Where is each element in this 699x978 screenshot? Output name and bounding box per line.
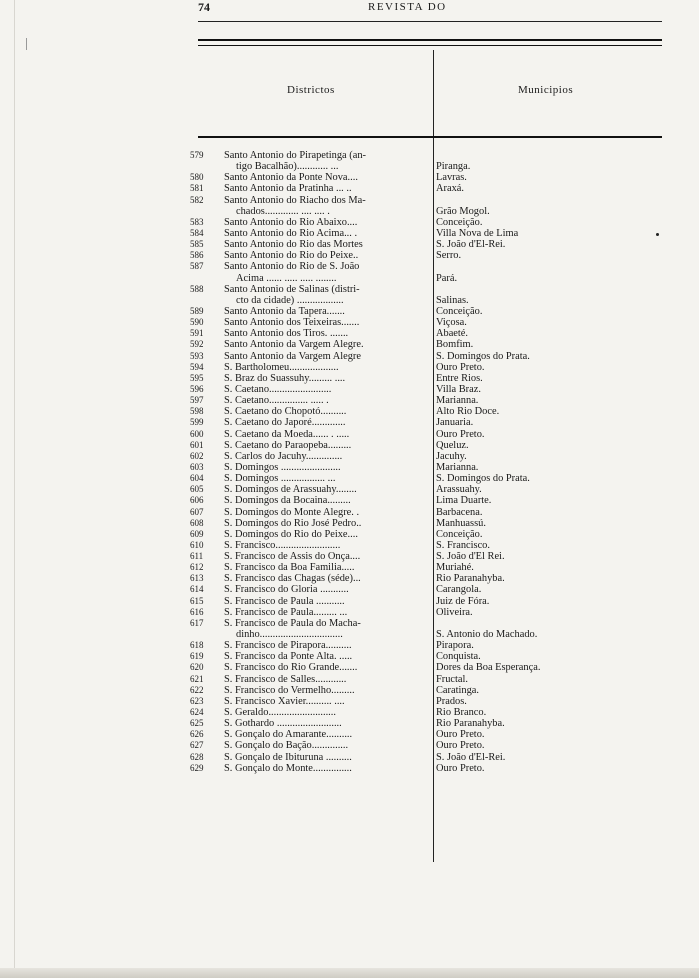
municipio-name: Villa Braz.: [436, 383, 481, 395]
district-name: dinho................................: [236, 629, 343, 641]
table-row: [188, 618, 668, 629]
row-number: 619: [190, 651, 204, 662]
table-row: [188, 507, 668, 518]
municipio-name: S. João d'El Rei.: [436, 551, 505, 563]
district-name: S. Francisco.........................: [224, 539, 341, 551]
municipio-name: Alto Rio Doce.: [436, 406, 500, 418]
municipio-name: Dores da Boa Esperança.: [436, 662, 541, 674]
municipio-name: Januaria.: [436, 417, 474, 429]
row-number: 602: [190, 450, 204, 461]
table-row: [188, 384, 668, 395]
municipio-name: Arassuahy.: [436, 484, 482, 496]
row-number: 615: [190, 595, 204, 606]
table-row: [188, 752, 668, 763]
district-name: S. Gonçalo do Amarante..........: [224, 729, 353, 741]
municipio-name: Conceição.: [436, 528, 483, 540]
district-name: S. Domingos da Bocaina.........: [224, 495, 351, 507]
row-number: 605: [190, 484, 204, 495]
table-row: [188, 473, 668, 484]
row-number: 607: [190, 506, 204, 517]
municipio-name: Ouro Preto.: [436, 729, 485, 741]
header-rule: [198, 21, 662, 22]
municipio-name: Grão Mogol.: [436, 205, 490, 217]
table-row: [188, 228, 668, 239]
district-name: S. Francisco de Salles............: [224, 673, 347, 685]
row-number: 617: [190, 617, 204, 628]
row-number: 597: [190, 395, 204, 406]
table-row: [188, 395, 668, 406]
district-name: Santo Antonio da Pratinha ... ..: [224, 183, 352, 195]
municipio-name: Araxá.: [436, 183, 464, 195]
municipio-name: Entre Rios.: [436, 372, 483, 384]
table-row: [188, 529, 668, 540]
municipio-name: Conceição.: [436, 305, 483, 317]
district-name: Santo Antonio da Vargem Alegre: [224, 350, 361, 362]
row-number: 591: [190, 328, 204, 339]
page-edge: [14, 0, 15, 978]
table-row: [188, 206, 668, 217]
district-name: S. Bartholomeu...................: [224, 361, 339, 373]
municipio-name: Oliveira.: [436, 606, 473, 618]
row-number: 616: [190, 606, 204, 617]
table-row: [188, 328, 668, 339]
row-number: 628: [190, 751, 204, 762]
page-number: 74: [198, 0, 210, 14]
district-name: Santo Antonio do Riacho dos Ma-: [224, 194, 366, 206]
district-name: S. Caetano do Chopotó..........: [224, 406, 347, 418]
municipio-name: Rio Branco.: [436, 707, 487, 719]
district-name: Santo Antonio do Rio de S. João: [224, 261, 360, 273]
municipio-name: Lavras.: [436, 172, 467, 184]
district-name: chados............. .... .... .: [236, 205, 330, 217]
district-name: S. Francisco do Vermelho.........: [224, 684, 355, 696]
table-row: [188, 429, 668, 440]
municipio-name: Villa Nova de Lima: [436, 227, 519, 239]
row-number: 595: [190, 372, 204, 383]
district-name: S. Gonçalo de Ibituruna ..........: [224, 751, 352, 763]
table-row: [188, 518, 668, 529]
district-name: S. Geraldo..........................: [224, 707, 336, 719]
table-row: [188, 763, 668, 774]
district-name: S. Caetano da Moeda...... . .....: [224, 428, 350, 440]
row-number: 611: [190, 551, 204, 562]
district-name: Santo Antonio da Ponte Nova....: [224, 172, 358, 184]
district-name: S. Francisco Xavier.......... ....: [224, 695, 345, 707]
municipio-name: S. João d'El-Rei.: [436, 239, 506, 251]
row-number: 620: [190, 662, 204, 673]
district-name: Santo Antonio da Vargem Alegre.: [224, 339, 364, 351]
table-header-rule: [198, 136, 662, 138]
municipio-name: Barbacena.: [436, 506, 483, 518]
table-row: [188, 629, 668, 640]
table-row: [188, 718, 668, 729]
district-name: tigo Bacalhão)............ ...: [236, 161, 339, 173]
row-number: 584: [190, 227, 204, 238]
table-row: [188, 161, 668, 172]
table-row: [188, 573, 668, 584]
column-header-municipios: Municipios: [518, 84, 574, 96]
district-name: S. Francisco de Pirapora..........: [224, 640, 352, 652]
table-row: [188, 740, 668, 751]
municipio-name: Prados.: [436, 695, 467, 707]
row-number: 589: [190, 305, 204, 316]
municipio-name: S. João d'El-Rei.: [436, 751, 506, 763]
table-row: [188, 317, 668, 328]
row-number: 609: [190, 528, 204, 539]
row-number: 596: [190, 383, 204, 394]
table-row: [188, 640, 668, 651]
row-number: 618: [190, 640, 204, 651]
table-row: [188, 451, 668, 462]
municipio-name: Ouro Preto.: [436, 740, 485, 752]
margin-dot: [656, 233, 659, 236]
district-name: Santo Antonio da Tapera.......: [224, 305, 345, 317]
district-name: S. Domingos de Arassuahy........: [224, 484, 357, 496]
table-row: [188, 707, 668, 718]
municipio-name: Salinas.: [436, 294, 469, 306]
row-number: 583: [190, 216, 204, 227]
row-number: 593: [190, 350, 204, 361]
district-name: S. Francisco das Chagas (séde)...: [224, 573, 361, 585]
municipio-name: S. Domingos do Prata.: [436, 350, 530, 362]
margin-mark: [26, 38, 27, 50]
municipio-name: Conceição.: [436, 216, 483, 228]
table-row: [188, 651, 668, 662]
district-name: S. Domingos do Monte Alegre. .: [224, 506, 360, 518]
district-name: S. Carlos do Jacuhy..............: [224, 450, 343, 462]
table-row: [188, 306, 668, 317]
district-name: Acima ...... ..... ..... ........: [236, 272, 337, 284]
district-name: S. Francisco do Gloria ...........: [224, 584, 349, 596]
municipio-name: Piranga.: [436, 161, 471, 173]
district-name: Santo Antonio dos Teixeiras.......: [224, 317, 360, 329]
district-name: S. Domingos ................. ...: [224, 473, 336, 485]
row-number: 622: [190, 684, 204, 695]
row-number: 627: [190, 740, 204, 751]
row-number: 598: [190, 406, 204, 417]
municipio-name: Pará.: [436, 272, 458, 284]
table-row: [188, 729, 668, 740]
district-name: S. Domingos .......................: [224, 461, 341, 473]
table-row: [188, 284, 668, 295]
municipio-name: Ouro Preto.: [436, 428, 485, 440]
table-row: [188, 674, 668, 685]
district-name: cto da cidade) ..................: [236, 294, 344, 306]
page-header: [198, 0, 662, 22]
row-number: 626: [190, 729, 204, 740]
table-row: [188, 440, 668, 451]
row-number: 614: [190, 584, 204, 595]
municipio-name: Carangola.: [436, 584, 482, 596]
municipio-name: Fructal.: [436, 673, 469, 685]
district-name: S. Domingos do Rio José Pedro..: [224, 517, 362, 529]
table-row: [188, 495, 668, 506]
table-row: [188, 239, 668, 250]
table-row: [188, 195, 668, 206]
district-name: S. Francisco de Assis do Onça....: [224, 551, 361, 563]
row-number: 613: [190, 573, 204, 584]
municipio-name: Marianna.: [436, 395, 479, 407]
table-row: [188, 685, 668, 696]
district-name: S. Caetano............... ..... .: [224, 395, 329, 407]
table-row: [188, 362, 668, 373]
row-number: 604: [190, 473, 204, 484]
district-name: S. Gonçalo do Monte...............: [224, 762, 352, 774]
table-row: [188, 662, 668, 673]
district-name: Santo Antonio de Salinas (distri-: [224, 283, 360, 295]
municipio-name: Serro.: [436, 250, 462, 262]
district-name: Santo Antonio do Rio Abaixo....: [224, 216, 358, 228]
table-row: [188, 261, 668, 272]
page-bottom-edge: [0, 968, 699, 978]
district-name: S. Caetano do Japoré.............: [224, 417, 346, 429]
table-row: [188, 339, 668, 350]
table-row: [188, 540, 668, 551]
row-number: 623: [190, 695, 204, 706]
district-name: S. Domingos do Rio do Peixe....: [224, 528, 358, 540]
row-number: 579: [190, 150, 204, 160]
municipio-name: Juiz de Fóra.: [436, 595, 490, 607]
municipio-name: S. Francisco.: [436, 539, 490, 551]
row-number: 608: [190, 517, 204, 528]
district-name: S. Francisco do Rio Grande.......: [224, 662, 358, 674]
district-name: Santo Antonio dos Tiros. .......: [224, 328, 349, 340]
row-number: 601: [190, 439, 204, 450]
municipio-name: Rio Paranahyba.: [436, 573, 505, 585]
district-name: Santo Antonio do Pirapetinga (an-: [224, 150, 366, 161]
table-row: [188, 406, 668, 417]
table-row: [188, 484, 668, 495]
column-header-districts: Districtos: [287, 84, 335, 96]
district-name: S. Braz do Suassuhy......... ....: [224, 372, 346, 384]
row-number: 624: [190, 707, 204, 718]
row-number: 592: [190, 339, 204, 350]
district-name: S. Francisco da Boa Familia.....: [224, 562, 355, 574]
table-row: [188, 584, 668, 595]
row-number: 585: [190, 239, 204, 250]
district-name: S. Francisco de Paula do Macha-: [224, 617, 361, 629]
row-number: 590: [190, 317, 204, 328]
table-row: [188, 696, 668, 707]
table-row: [188, 250, 668, 261]
table-row: [188, 150, 668, 161]
row-number: 594: [190, 361, 204, 372]
municipio-name: Ouro Preto.: [436, 762, 485, 774]
row-number: 580: [190, 172, 204, 183]
municipio-name: Caratinga.: [436, 684, 479, 696]
row-number: 625: [190, 718, 204, 729]
table-row: [188, 373, 668, 384]
municipio-name: Queluz.: [436, 439, 469, 451]
district-name: S. Caetano do Paraopeba.........: [224, 439, 352, 451]
table-row: [188, 417, 668, 428]
table-top-rule: [198, 39, 662, 46]
district-name: S. Francisco da Ponte Alta. .....: [224, 651, 353, 663]
row-number: 610: [190, 539, 204, 550]
district-name: S. Gothardo .........................: [224, 718, 342, 730]
district-name: S. Caetano........................: [224, 383, 332, 395]
row-number: 586: [190, 250, 204, 261]
district-name: S. Francisco de Paula......... ...: [224, 606, 348, 618]
municipio-name: Viçosa.: [436, 317, 467, 329]
row-number: 599: [190, 417, 204, 428]
row-number: 629: [190, 762, 204, 773]
municipio-name: S. Domingos do Prata.: [436, 473, 530, 485]
table-row: [188, 562, 668, 573]
municipio-name: Muriahé.: [436, 562, 474, 574]
municipio-name: Ouro Preto.: [436, 361, 485, 373]
table-row: [188, 183, 668, 194]
municipio-name: Pirapora.: [436, 640, 474, 652]
running-title: REVISTA DO: [368, 1, 447, 13]
municipio-name: Conquista.: [436, 651, 481, 663]
table-row: [188, 172, 668, 183]
row-number: 588: [190, 283, 204, 294]
municipio-name: Bomfim.: [436, 339, 474, 351]
district-name: Santo Antonio do Rio do Peixe..: [224, 250, 359, 262]
row-number: 582: [190, 194, 204, 205]
row-number: 606: [190, 495, 204, 506]
district-name: Santo Antonio do Rio das Mortes: [224, 239, 363, 251]
row-number: 600: [190, 428, 204, 439]
municipio-name: S. Antonio do Machado.: [436, 629, 538, 641]
municipio-name: Lima Duarte.: [436, 495, 492, 507]
municipio-name: Jacuhy.: [436, 450, 467, 462]
district-name: S. Francisco de Paula ...........: [224, 595, 345, 607]
row-number: 612: [190, 562, 204, 573]
table-row: [188, 351, 668, 362]
municipio-name: Rio Paranahyba.: [436, 718, 505, 730]
table-row: [188, 273, 668, 284]
district-table: [188, 150, 668, 774]
municipio-name: Marianna.: [436, 461, 479, 473]
table-row: [188, 551, 668, 562]
table-row: [188, 295, 668, 306]
row-number: 581: [190, 183, 204, 194]
table-row: [188, 607, 668, 618]
row-number: 603: [190, 461, 204, 472]
district-name: S. Gonçalo do Bação..............: [224, 740, 349, 752]
municipio-name: Manhuassú.: [436, 517, 486, 529]
row-number: 587: [190, 261, 204, 272]
municipio-name: Abaeté.: [436, 328, 469, 340]
row-number: 621: [190, 673, 204, 684]
district-name: Santo Antonio do Rio Acima... .: [224, 227, 358, 239]
table-row: [188, 217, 668, 228]
table-row: [188, 596, 668, 607]
table-row: [188, 462, 668, 473]
